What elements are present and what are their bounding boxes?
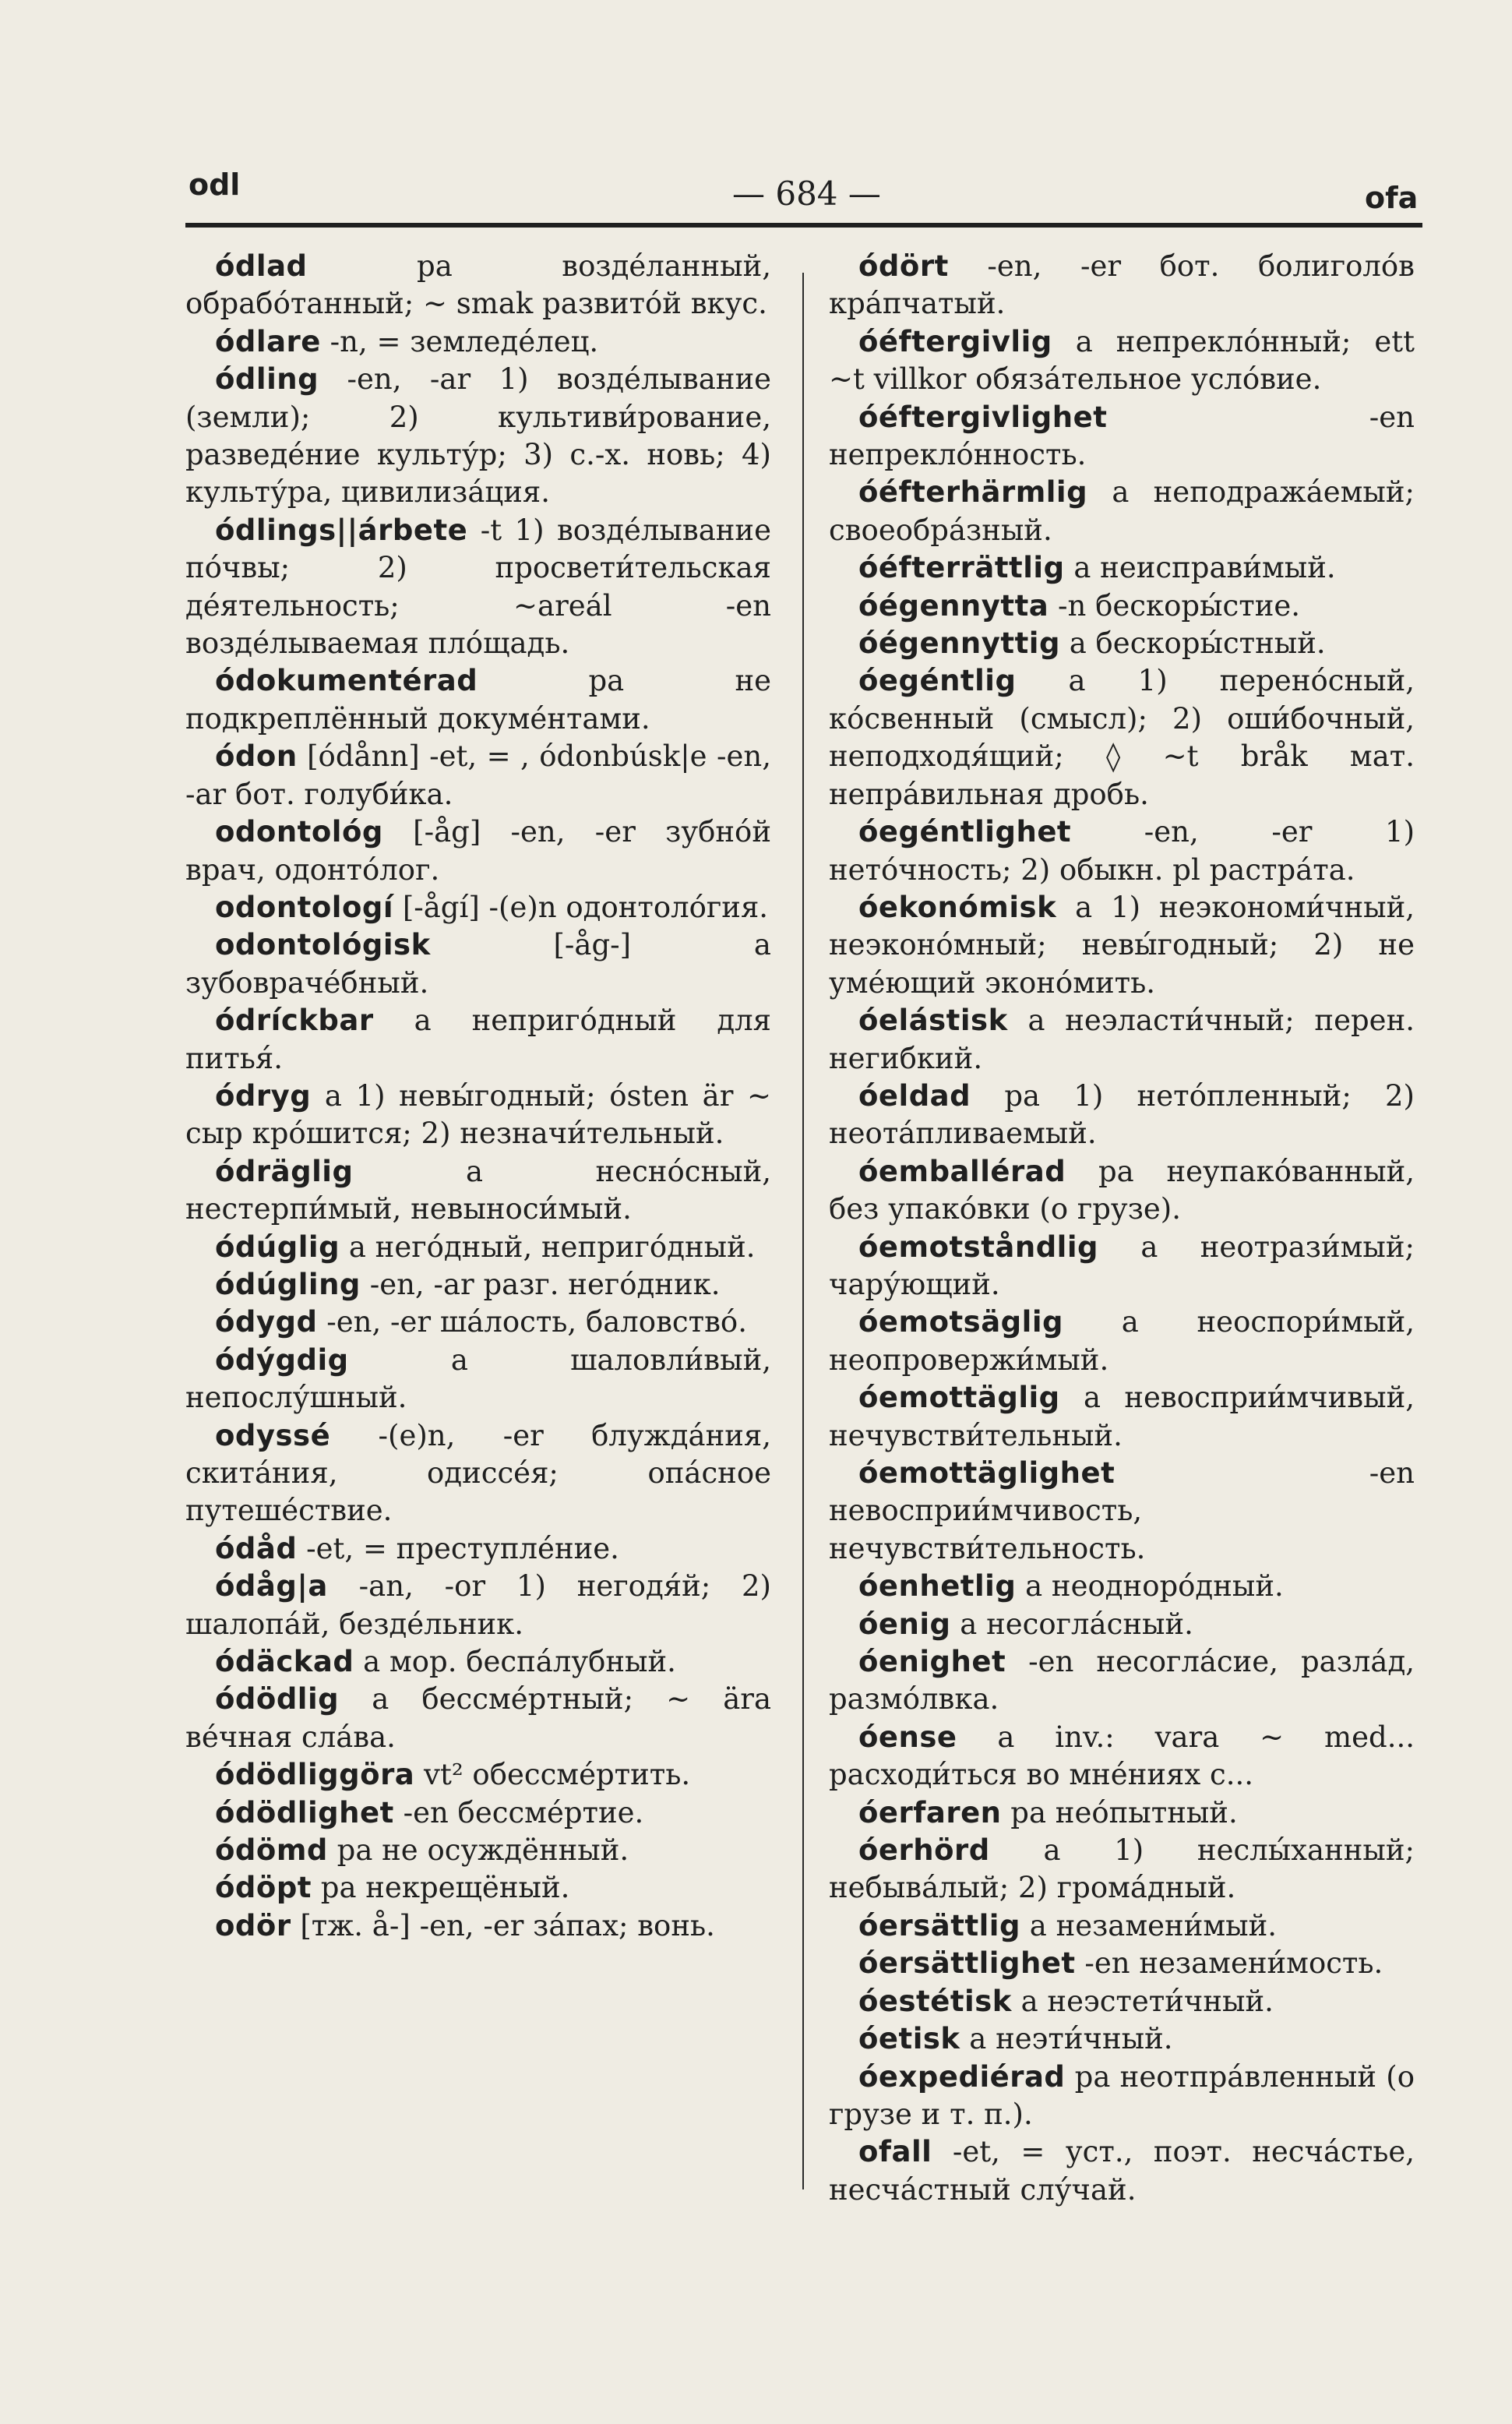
entry-headword: óemottäglighet	[858, 1456, 1115, 1490]
entry-headword: ódon	[215, 739, 298, 774]
dictionary-entry	[185, 1153, 771, 1229]
entry-headword: ódöpt	[215, 1871, 312, 1905]
entry-definition: a 1) невы́годный; ósten är ~ сыр кро́шится; 2) незначи́тельный.	[185, 1078, 772, 1151]
entry-definition: -en, -ar 1) возде́лывание (земли); 2) культиви́рование, разведе́ние культу́р; 3) с.-х. новь; 4) культу́ра, цивилиза́ция.	[185, 362, 771, 510]
dictionary-entry	[829, 2133, 1415, 2209]
entry-headword: ódlare	[215, 324, 321, 358]
entry-headword: óestétisk	[858, 1984, 1012, 2018]
entry-definition: a 1) перено́сный, ко́свенный (смысл); 2) оши́бочный, неподходя́щий; ◊ ~t bråk мат. непра́вильная дробь.	[829, 664, 1415, 811]
entry-headword: ódýgdig	[215, 1343, 349, 1377]
dictionary-entry	[185, 1681, 771, 1756]
entry-definition: [тж. å-] -en, -er за́пах; вонь.	[300, 1908, 715, 1942]
dictionary-entry	[185, 1907, 771, 1945]
dictionary-entry	[829, 889, 1415, 1002]
entry-headword: óenhetlig	[858, 1569, 1017, 1604]
dictionary-entry	[829, 474, 1415, 549]
entry-headword: óerhörd	[858, 1833, 990, 1868]
entry-definition: -an, -or 1) негодя́й; 2) шалопа́й, безде́льник.	[185, 1569, 771, 1641]
dictionary-entry	[829, 1794, 1415, 1832]
entry-definition: [ódånn] -et, = , ódonbúsk|e -en, -ar бот. голуби́ка.	[185, 739, 771, 811]
entry-definition: [-åg-] a зубовраче́бный.	[185, 928, 771, 1000]
entry-definition: pa не подкреплённый докуме́нтами.	[185, 664, 772, 736]
entry-definition: pa нео́пытный.	[1010, 1795, 1238, 1829]
dictionary-entry	[829, 662, 1415, 813]
dictionary-entry	[829, 549, 1415, 587]
dictionary-entry	[185, 662, 771, 738]
dictionary-entry	[185, 1229, 771, 1266]
entry-headword: óemottäglig	[858, 1381, 1060, 1415]
entry-definition: -n, = земледе́лец.	[330, 324, 599, 358]
entry-headword: ódúgling	[215, 1267, 361, 1301]
entry-definition: -t 1) возде́лывание по́чвы; 2) просвети́тельская де́ятельность; ~areál -en возде́лываемая пло́щадь.	[185, 513, 771, 661]
entry-headword: óéftergivlighet	[858, 400, 1108, 434]
entry-definition: a бескоры́стный.	[1069, 626, 1326, 661]
entry-headword: odontologí	[215, 890, 394, 924]
entry-definition: a неисправи́мый.	[1073, 551, 1336, 585]
entry-definition: -en, -er 1) нето́чность; 2) обыкн. pl растра́та.	[829, 815, 1415, 887]
entry-definition: a непрекло́нный; ett ~t villkor обяза́тельное усло́вие.	[829, 324, 1415, 397]
entry-headword: óenighet	[858, 1645, 1006, 1679]
entry-headword: ódräglig	[215, 1154, 354, 1188]
dictionary-entry	[829, 1304, 1415, 1379]
entry-definition: a несно́сный, нестерпи́мый, невыноси́мый.	[185, 1154, 771, 1226]
entry-headword: ódödlig	[215, 1682, 340, 1717]
dictionary-entry	[185, 1794, 771, 1832]
entry-headword: ódömd	[215, 1833, 328, 1868]
entry-definition: -en, -er бот. болиголо́в кра́пчатый.	[829, 249, 1415, 321]
header-rule	[185, 223, 1422, 228]
dictionary-entry	[829, 1983, 1415, 2020]
dictionary-entry	[829, 1078, 1415, 1153]
entry-definition: a неодноро́дный.	[1025, 1569, 1284, 1604]
entry-definition: a незамени́мый.	[1029, 1908, 1278, 1942]
entry-definition: a inv.: vara ~ med... расходи́ться во мне́ниях с...	[829, 1720, 1415, 1792]
dictionary-entry	[185, 1342, 771, 1417]
dictionary-entry	[185, 1002, 771, 1078]
entry-definition: a неэласти́чный; перен. негибкий.	[829, 1004, 1415, 1075]
entry-headword: óetisk	[858, 2022, 960, 2056]
dictionary-entry	[829, 1606, 1415, 1643]
dictionary-entry	[829, 1945, 1415, 1982]
entry-definition: a бессме́ртный; ~ ära ве́чная сла́ва.	[185, 1682, 771, 1754]
entry-headword: ódokumentérad	[215, 664, 478, 698]
dictionary-entry	[185, 738, 771, 813]
entry-definition: a мор. беспа́лубный.	[363, 1645, 676, 1679]
entry-headword: óemballérad	[858, 1154, 1066, 1188]
dictionary-entry	[185, 1078, 771, 1153]
entry-definition: a неоспори́мый, неопровержи́мый.	[829, 1305, 1415, 1377]
dictionary-entry	[185, 512, 771, 663]
entry-headword: ódört	[858, 249, 949, 283]
entry-headword: óenig	[858, 1607, 951, 1641]
entry-definition: -en невосприи́мчивость, нечувстви́тельность.	[829, 1456, 1415, 1565]
running-head-left: odl	[189, 168, 241, 202]
entry-headword: ódryg	[215, 1078, 312, 1113]
entry-headword: ódlings||árbete	[215, 513, 468, 547]
entry-definition: -en незамени́мость.	[1084, 1946, 1383, 1981]
dictionary-entry	[829, 2020, 1415, 2058]
dictionary-entry	[829, 625, 1415, 662]
entry-headword: óegéntlig	[858, 664, 1017, 698]
entry-definition: a 1) неслы́ханный; небыва́лый; 2) грома́дный.	[829, 1833, 1415, 1905]
entry-headword: ódåd	[215, 1531, 298, 1565]
entry-headword: ódödliggöra	[215, 1758, 415, 1792]
entry-definition: -et, = уст., поэт. несча́стье, несча́стный слу́чай.	[829, 2135, 1415, 2207]
dictionary-entry	[185, 1530, 771, 1568]
dictionary-entry	[829, 1002, 1415, 1078]
dictionary-entry	[829, 1907, 1415, 1945]
entry-headword: odyssé	[215, 1418, 331, 1452]
entry-definition: vt² обессме́ртить.	[424, 1758, 691, 1792]
dictionary-entry	[829, 399, 1415, 475]
right-column	[829, 248, 1415, 2209]
dictionary-entry	[185, 926, 771, 1002]
entry-headword: ódåg|a	[215, 1569, 328, 1604]
dictionary-entry	[829, 587, 1415, 625]
entry-headword: óekonómisk	[858, 890, 1057, 924]
entry-headword: ódríckbar	[215, 1004, 374, 1038]
dictionary-entry	[829, 1153, 1415, 1229]
entry-headword: óerfaren	[858, 1795, 1002, 1829]
entry-headword: ofall	[858, 2135, 932, 2169]
dictionary-entry	[829, 1832, 1415, 1907]
entry-definition: [-åg] -en, -er зубно́й врач, одонто́лог.	[185, 815, 771, 887]
entry-headword: óégennyttig	[858, 626, 1060, 661]
entry-definition: -n бескоры́стие.	[1058, 588, 1301, 623]
dictionary-entry	[185, 889, 771, 926]
dictionary-entry	[185, 1869, 771, 1907]
dictionary-entry	[185, 1266, 771, 1304]
dictionary-entry	[829, 1229, 1415, 1304]
dictionary-entry	[185, 248, 771, 323]
dictionary-entry	[829, 1379, 1415, 1455]
entry-definition: -en, -er ша́лость, баловство́.	[326, 1305, 747, 1339]
dictionary-entry	[829, 813, 1415, 889]
entry-headword: óegéntlighet	[858, 815, 1072, 849]
entry-definition: pa возде́ланный, обрабо́танный; ~ smak развито́й вкус.	[185, 249, 771, 321]
dictionary-entry	[829, 1643, 1415, 1719]
entry-headword: ódödlighet	[215, 1795, 394, 1829]
entry-definition: pa не осуждённый.	[337, 1833, 629, 1868]
entry-definition: a 1) неэкономи́чный, неэконо́мный; невы́годный; 2) не уме́ющий эконо́мить.	[829, 890, 1415, 1000]
page-number: — 684 —	[732, 175, 881, 213]
entry-headword: odontológisk	[215, 928, 431, 962]
entry-headword: óelástisk	[858, 1004, 1008, 1038]
entry-definition: -en непрекло́нность.	[829, 400, 1415, 472]
entry-definition: a неприго́дный для питья́.	[185, 1004, 771, 1075]
column-divider	[802, 273, 804, 2189]
entry-headword: óersättlighet	[858, 1946, 1076, 1981]
dictionary-entry	[185, 1568, 771, 1643]
dictionary-entry	[829, 248, 1415, 323]
entry-headword: óéfterrättlig	[858, 551, 1065, 585]
entry-headword: óeldad	[858, 1078, 971, 1113]
entry-headword: ódäckad	[215, 1645, 354, 1679]
dictionary-entry	[829, 1455, 1415, 1568]
entry-definition: pa 1) нето́пленный; 2) неота́пливаемый.	[829, 1078, 1415, 1151]
entry-headword: óemotståndlig	[858, 1230, 1099, 1264]
entry-definition: a шаловли́вый, непослу́шный.	[185, 1343, 771, 1415]
entry-definition: [-ågí] -(e)n одонтоло́гия.	[402, 890, 769, 924]
entry-definition: -en, -ar разг. него́дник.	[369, 1267, 721, 1301]
entry-definition: a неподража́емый; своеобра́зный.	[829, 475, 1415, 547]
dictionary-entry	[185, 323, 771, 361]
dictionary-entry	[185, 813, 771, 889]
entry-headword: óéfterhärmlig	[858, 475, 1088, 510]
dictionary-entry	[185, 361, 771, 512]
entry-definition: pa неупако́ванный, без упако́вки (о грузе).	[829, 1154, 1415, 1226]
dictionary-entry	[185, 1756, 771, 1794]
entry-headword: ódúglig	[215, 1230, 340, 1264]
entry-headword: óéftergivlig	[858, 324, 1052, 358]
entry-headword: óexpediérad	[858, 2059, 1066, 2094]
dictionary-entry	[829, 1568, 1415, 1605]
entry-headword: odontológ	[215, 815, 383, 849]
entry-definition: -en несогла́сие, разла́д, размо́лвка.	[829, 1645, 1415, 1717]
dictionary-entry	[829, 323, 1415, 399]
dictionary-entry	[829, 1719, 1415, 1794]
entry-headword: óemotsäglig	[858, 1305, 1064, 1339]
entry-headword: óersättlig	[858, 1908, 1020, 1942]
entry-definition: -(e)n, -er блужда́ния, скита́ния, одиссе́я; опа́сное путеше́ствие.	[185, 1418, 771, 1528]
entry-definition: a несогла́сный.	[960, 1607, 1193, 1641]
entry-definition: a неотрази́мый; чару́ющий.	[829, 1230, 1415, 1301]
entry-definition: a него́дный, неприго́дный.	[348, 1230, 756, 1264]
entry-definition: a неэстети́чный.	[1020, 1984, 1274, 2018]
dictionary-entry	[185, 1832, 771, 1869]
entry-definition: -et, = преступле́ние.	[306, 1531, 619, 1565]
entry-definition: -en бессме́ртие.	[403, 1795, 644, 1829]
dictionary-entry	[185, 1304, 771, 1341]
entry-definition: pa неотпра́вленный (о грузе и т. п.).	[829, 2059, 1415, 2131]
dictionary-entry	[185, 1417, 771, 1530]
entry-headword: óense	[858, 1720, 957, 1754]
entry-headword: ódlad	[215, 249, 308, 283]
running-head-right: ofa	[1365, 181, 1419, 215]
entry-headword: ódling	[215, 362, 319, 397]
entry-headword: óégennytta	[858, 588, 1049, 623]
entry-definition: a невосприи́мчивый, нечувстви́тельный.	[829, 1381, 1415, 1452]
entry-headword: ódygd	[215, 1305, 318, 1339]
dictionary-entry	[185, 1643, 771, 1681]
entry-definition: a неэти́чный.	[969, 2022, 1173, 2056]
entry-headword: odör	[215, 1908, 291, 1942]
entry-definition: pa некрещёный.	[320, 1871, 570, 1905]
dictionary-entry	[829, 2059, 1415, 2134]
left-column	[185, 248, 771, 1945]
